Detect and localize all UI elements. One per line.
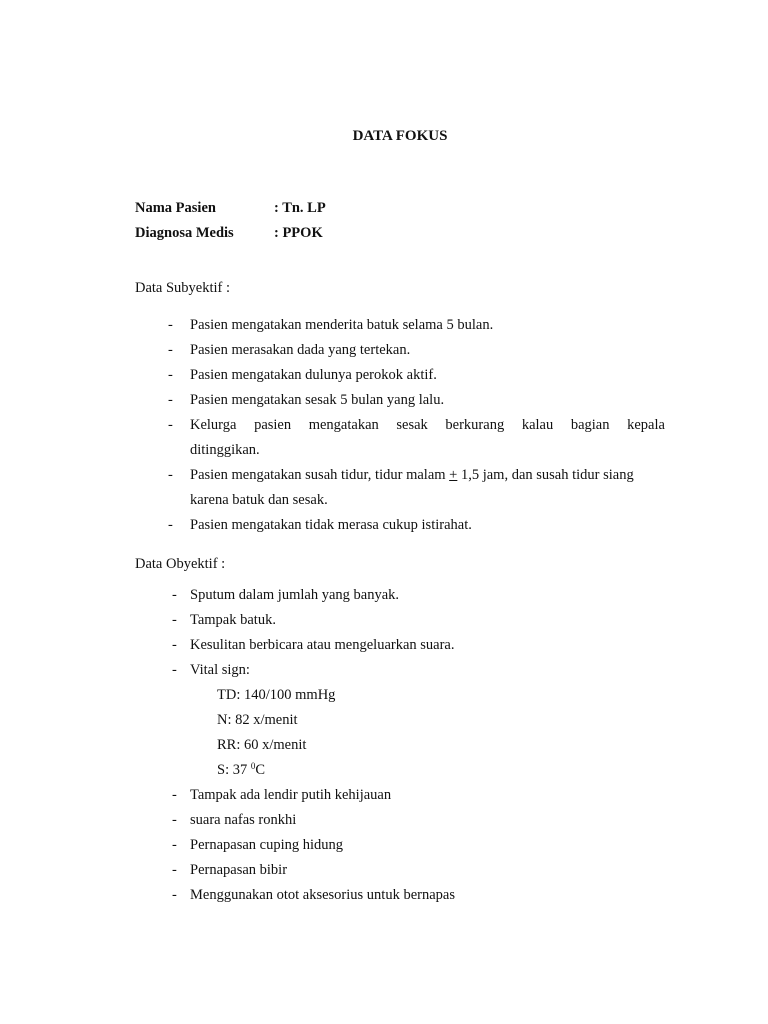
objective-list <box>172 583 665 908</box>
bullet-dash: - <box>168 392 173 408</box>
list-item-text: Pasien mengatakan menderita batuk selama 5 bulan. <box>190 317 494 333</box>
list-item <box>168 413 665 463</box>
bullet-dash: - <box>172 612 177 628</box>
list-item-text: Pasien merasakan dada yang tertekan. <box>190 342 411 358</box>
plus-minus-sign: + <box>449 467 458 483</box>
word: kalau <box>521 417 554 433</box>
list-item <box>172 583 665 608</box>
bullet-dash: - <box>172 837 177 853</box>
document-title: DATA FOKUS <box>352 128 448 144</box>
diagnosis-value: : PPOK <box>274 225 323 241</box>
diagnosis-label: Diagnosa Medis <box>135 225 234 241</box>
vital-s-value: S: 37 <box>217 762 251 778</box>
list-item <box>168 513 665 538</box>
list-item-text: suara nafas ronkhi <box>190 812 297 828</box>
list-item <box>168 388 665 413</box>
word: bagian <box>570 417 610 433</box>
word: pasien <box>254 417 292 433</box>
text-fragment: 1,5 jam, dan susah tidur siang <box>457 467 634 483</box>
vital-n: N: 82 x/menit <box>217 712 298 728</box>
list-item-text: Pasien mengatakan sesak 5 bulan yang lalu. <box>190 392 445 408</box>
list-item <box>172 833 665 858</box>
bullet-dash: - <box>172 862 177 878</box>
bullet-dash: - <box>172 812 177 828</box>
list-item <box>172 633 665 658</box>
vital-sign-label: Vital sign: <box>190 662 250 678</box>
list-item <box>168 338 665 363</box>
list-item <box>168 363 665 388</box>
list-item-text <box>190 463 634 488</box>
bullet-dash: - <box>168 467 173 483</box>
list-item-text: Tampak ada lendir putih kehijauan <box>190 787 392 803</box>
list-item <box>172 808 665 833</box>
list-item-text: Pernapasan bibir <box>190 862 288 878</box>
bullet-dash: - <box>172 637 177 653</box>
vital-s-unit: C <box>255 762 266 778</box>
list-item <box>172 658 665 783</box>
list-item-text: Pasien mengatakan tidak merasa cukup istirahat. <box>190 517 472 533</box>
vital-signs-list <box>190 683 665 783</box>
list-item-text: Sputum dalam jumlah yang banyak. <box>190 587 400 603</box>
word: sesak <box>396 417 428 433</box>
bullet-dash: - <box>172 787 177 803</box>
vital-s <box>217 758 665 783</box>
subjective-heading: Data Subyektif : <box>135 280 231 296</box>
bullet-dash: - <box>172 587 177 603</box>
patient-info <box>135 196 326 246</box>
vital-td: TD: 140/100 mmHg <box>217 687 336 703</box>
list-item-line: ditinggikan. <box>190 442 260 458</box>
bullet-dash: - <box>168 317 173 333</box>
bullet-dash: - <box>168 417 173 433</box>
vital-rr: RR: 60 x/menit <box>217 737 307 753</box>
objective-heading: Data Obyektif : <box>135 556 226 572</box>
diagnosis-row <box>135 221 326 246</box>
word: mengatakan <box>308 417 379 433</box>
bullet-dash: - <box>172 887 177 903</box>
patient-name-row <box>135 196 326 221</box>
list-item-line: karena batuk dan sesak. <box>190 492 328 508</box>
degree-superscript: 0 <box>250 761 256 771</box>
bullet-dash: - <box>168 517 173 533</box>
bullet-dash: - <box>172 662 177 678</box>
list-item <box>168 313 665 338</box>
word: Kelurga <box>190 417 237 433</box>
list-item-line <box>190 413 665 438</box>
list-item-text: Pernapasan cuping hidung <box>190 837 344 853</box>
list-item <box>172 858 665 883</box>
subjective-list <box>168 313 665 538</box>
list-item <box>172 883 665 908</box>
text-fragment: Pasien mengatakan susah tidur, tidur malam <box>190 467 450 483</box>
list-item <box>172 783 665 808</box>
patient-name-value: : Tn. LP <box>274 200 326 216</box>
list-item <box>172 608 665 633</box>
word: kepala <box>627 417 665 433</box>
list-item <box>168 463 665 513</box>
list-item-text: Tampak batuk. <box>190 612 276 628</box>
bullet-dash: - <box>168 342 173 358</box>
bullet-dash: - <box>168 367 173 383</box>
list-item-text: Kesulitan berbicara atau mengeluarkan suara. <box>190 637 455 653</box>
list-item-line <box>190 463 665 488</box>
word: berkurang <box>445 417 505 433</box>
list-item-text: Menggunakan otot aksesorius untuk bernapas <box>190 887 455 903</box>
patient-name-label: Nama Pasien <box>135 200 216 216</box>
list-item-text: Pasien mengatakan dulunya perokok aktif. <box>190 367 437 383</box>
